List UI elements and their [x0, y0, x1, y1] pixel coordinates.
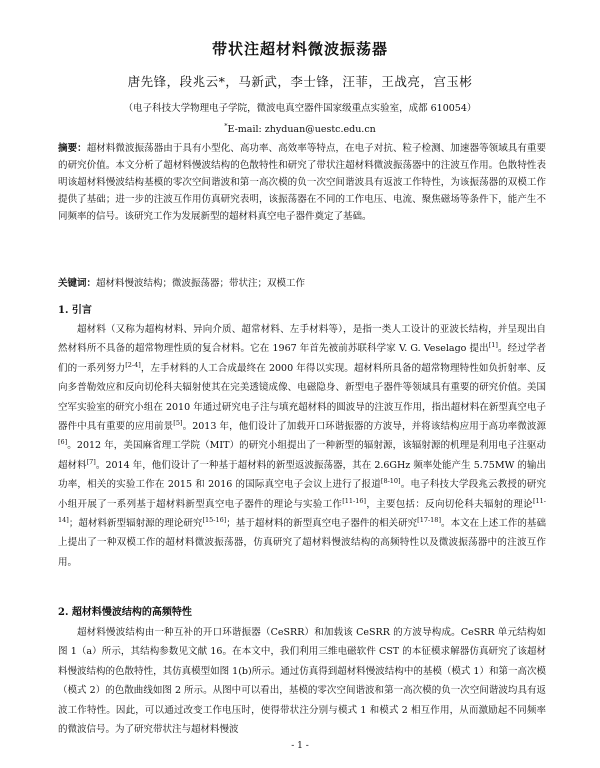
keywords-label: 关键词：	[58, 278, 97, 289]
citation: [17-18]	[417, 515, 441, 524]
keywords	[58, 275, 546, 292]
affiliation: （电子科技大学物理电子学院，微波电真空器件国家级重点实验室，成都 610054）	[123, 103, 477, 114]
email-mark: *	[224, 121, 228, 130]
paper-title: 带状注超材料微波振荡器	[211, 40, 388, 58]
citation: [7]	[86, 457, 96, 466]
text-run: ，左手材料的人工合成最终在 2000 年得以实现。超材料所具备的超常物理特性如负折射率、反向多普勒效应和反向切伦科夫辐射使其在完美透镜成像、电磁隐身、新型电子器件等领域具有重要的研究价值。美国空军实验室的研究小组在 2010 年通过研究电子注与填充超材料的圆波导的注波互作用，指出超材料在新型真空电子器件中具有重要的应用前景	[58, 362, 546, 433]
citation: [2-4]	[125, 360, 141, 369]
citation: [5]	[173, 418, 183, 427]
section-2-paragraph: 超材料慢波结构由一种互补的开口环谐振器（CeSRR）和加载该 CeSRR 的方波导构成。CeSRR 单元结构如图 1（a）所示，其结构参数见文献 16。在本文中，我们利用三维电磁软件 CST 的本征模求解器仿真研究了该超材料慢波结构的色散特性，其仿真模型如图 1(b)所示。通过仿真得到超材料慢波结构中的基模（模式 1）和第一高次模（模式 2）的色散曲线如图 2 所示。从图中可以看出，基模的零次空间谐波和第一高次模的负一次空间谐波均具有返波工作特性。因此，可以通过改变工作电压时，使得带状注分别与模式 1 和模式 2 相互作用，从而激励起不同频率的微波信号。为了研究带状注与超材料慢波	[58, 627, 546, 736]
text-run: 。电子科技大学段兆云教授的研究小组开展了一系列基于超材料新型真空电子器件的理论与实验工作	[58, 479, 546, 510]
section-1-heading: 1. 引言	[58, 305, 92, 316]
section-2-heading: 2. 超材料慢波结构的高频特性	[58, 607, 192, 618]
citation: [8-10]	[380, 477, 401, 486]
email-text: E-mail: zhyduan@uestc.edu.cn	[227, 124, 376, 135]
section-1-paragraph	[58, 320, 546, 572]
author-list: 唐先锋，段兆云*，马新武，李士锋，汪菲，王战亮，宫玉彬	[127, 74, 473, 89]
citation: [15-16]	[202, 515, 227, 524]
corresponding-email	[0, 121, 600, 135]
abstract-label: 摘要：	[58, 143, 87, 154]
abstract	[58, 140, 546, 225]
text-run: ；基于超材料的新型真空电子器件的相关研究	[226, 518, 418, 530]
abstract-text: 超材料微波振荡器由于具有小型化、高功率、高效率等特点，在电子对抗、粒子检测、加速器等领域具有重要的研究价值。本文分析了超材料慢波结构的色散特性和研究了带状注超材料微波振荡器中的注波互作用。色散特性表明该超材料慢波结构基模的零次空间谐波和第一高次模的负一次空间谐波具有返波工作特性，为该振荡器的双模工作提供了基础；进一步的注波互作用仿真研究表明，该振荡器在不同的工作电压、电流、聚焦磁场等条件下，能产生不同频率的信号。该研究工作为发展新型的超材料真空电子器件奠定了基础。	[58, 143, 546, 222]
text-run: 。2013 年，他们设计了加载开口环谐振器的方波导，并将该结构应用于高功率微波源	[182, 421, 546, 433]
citation: [1]	[488, 341, 498, 350]
citation: [6]	[58, 438, 68, 447]
page-number: - 1 -	[291, 741, 309, 751]
text-run: ，主要包括：反向切伦科夫辐射的理论	[366, 498, 533, 510]
text-run: 。2014 年，他们设计了一种基于超材料的新型返波振荡器，其在 2.6GHz 频率处能产生 5.75MW 的输出功率，相关的实验工作在 2015 和 2016 的国际真空电子会议上进行了报道	[58, 459, 546, 491]
text-run: 超材料（又称为超构材料、异向介质、超常材料、左手材料等），是指一类人工设计的亚波长结构，并呈现出自然材料所不具备的超常物理性质的复合材料。它在 1967 年首先被前苏联科学家 V. G. Veselago 提出	[58, 324, 546, 355]
citation: [11-16]	[342, 496, 367, 505]
text-run: 。本文在上述工作的基础上提出了一种双模工作的超材料微波振荡器，仿真研究了超材料慢波结构的高频特性以及微波振荡器中的注波互作用。	[58, 518, 546, 568]
text-run: 。经过学者们的一系列努力	[58, 343, 546, 374]
keywords-text: 超材料慢波结构；微波振荡器；带状注；双模工作	[96, 278, 306, 289]
text-run: 。2012 年，美国麻省理工学院（MIT）的研究小组提出了一种新型的辐射源，该辐射源的机理是利用电子注驱动超材料	[58, 440, 546, 471]
text-run: ；超材料新型辐射源的理论研究	[68, 518, 203, 530]
citation: [11-14]	[58, 496, 546, 524]
